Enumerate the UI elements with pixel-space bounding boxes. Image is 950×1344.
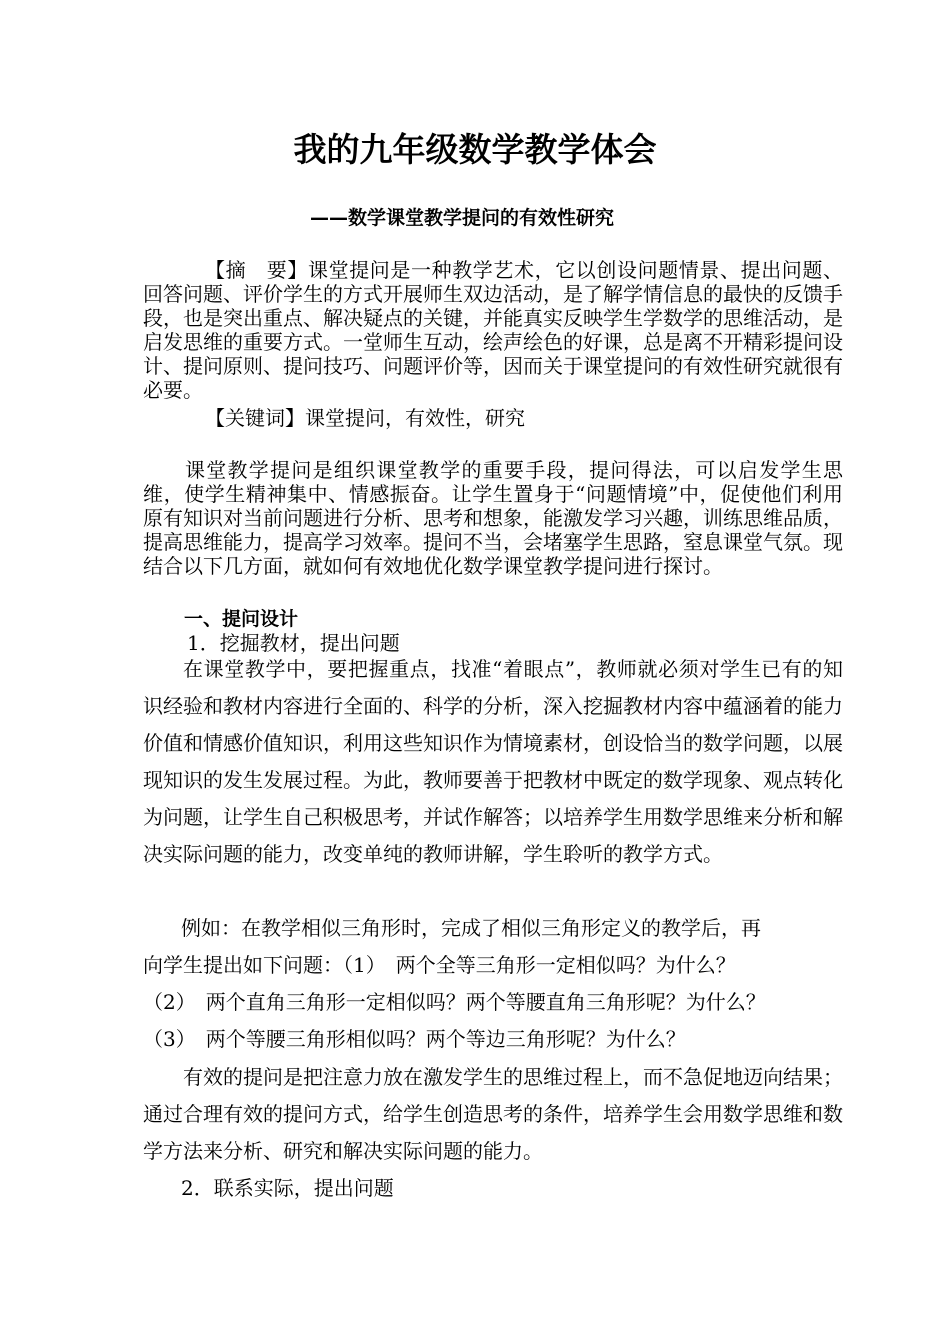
abstract-paragraph: 【摘 要】课堂提问是一种教学艺术，它以创设问题情景、提出问题、回答问题、评价学生的方式开展师生双边活动，是了解学情信息的最快的反馈手段，也是突出重点、解决疑点的关键，并能真实反映学生学数学的思维活动，是启发思维的重要方式。一堂师生互动，绘声绘色的好课，总是离不开精彩提问设计、提问原则、提问技巧、问题评价等，因而关于课堂提问的有效性研究就很有必要。: [143, 258, 843, 402]
subsection-heading-textbook: 1．挖掘教材，提出问题: [187, 631, 400, 655]
example-line-4: （3） 两个等腰三角形相似吗？两个等边三角形呢？为什么？: [143, 1027, 686, 1051]
example-line-3: （2） 两个直角三角形一定相似吗？两个等腰直角三角形呢？为什么？: [143, 990, 766, 1014]
example-line-1: 例如：在教学相似三角形时，完成了相似三角形定义的教学后，再: [181, 916, 761, 940]
effective-question-paragraph: 有效的提问是把注意力放在激发学生的思维过程上，而不急促地迈向结果；通过合理有效的提问方式，给学生创造思考的条件，培养学生会用数学思维和数学方法来分析、研究和解决实际问题的能力。: [143, 1065, 843, 1163]
subsection-heading-real-life: 2．联系实际，提出问题: [181, 1176, 394, 1200]
section-heading-question-design: 一、提问设计: [184, 608, 299, 630]
keywords-line: 【关键词】课堂提问，有效性，研究: [205, 406, 525, 430]
example-line-2: 向学生提出如下问题：（1） 两个全等三角形一定相似吗？为什么？: [143, 953, 736, 977]
document-title: 我的九年级数学教学体会: [293, 130, 657, 169]
document-subtitle: ——数学课堂教学提问的有效性研究: [310, 207, 615, 229]
textbook-paragraph: 在课堂教学中，要把握重点，找准“着眼点”，教师就必须对学生已有的知识经验和教材内容进行全面的、科学的分析，深入挖掘教材内容中蕴涵着的能力价值和情感价值知识，利用这些知识作为情境素材，创设恰当的数学问题，以展现知识的发生发展过程。为此，教师要善于把教材中既定的数学现象、观点转化为问题，让学生自己积极思考，并试作解答；以培养学生用数学思维来分析和解决实际问题的能力，改变单纯的教师讲解，学生聆听的教学方式。: [143, 657, 843, 866]
intro-paragraph: 课堂教学提问是组织课堂教学的重要手段，提问得法，可以启发学生思维，使学生精神集中、情感振奋。让学生置身于“问题情境”中，促使他们利用原有知识对当前问题进行分析、思考和想象，能激发学习兴趣，训练思维品质，提高思维能力，提高学习效率。提问不当，会堵塞学生思路，窒息课堂气氛。现结合以下几方面，就如何有效地优化数学课堂教学提问进行探讨。: [143, 458, 843, 578]
